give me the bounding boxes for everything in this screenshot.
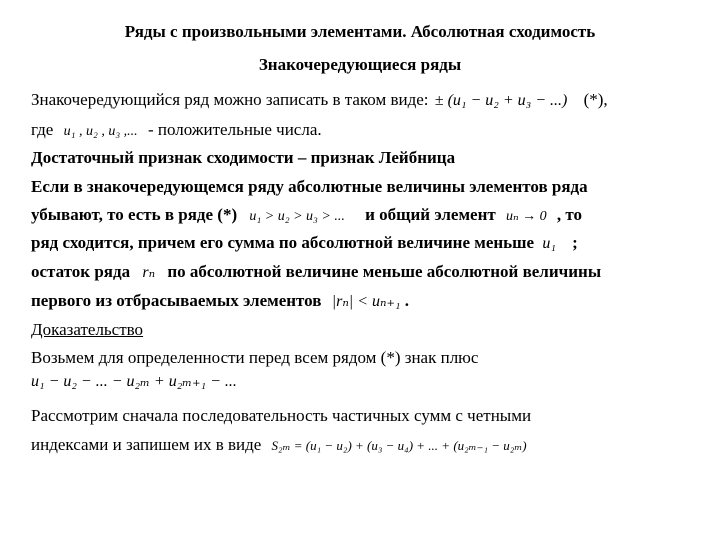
paragraph-text: по абсолютной величине меньше абсолютной величины: [167, 262, 602, 281]
positive-elements-formula: u₁ , u₂ , u₃ ,...: [63, 124, 138, 139]
paragraph-text: индексами и запишем их в виде: [31, 435, 262, 454]
paragraph-alternating-series: [31, 90, 608, 111]
paragraph-text: убывают, то есть в ряде (*): [31, 205, 238, 224]
proof-line-1: Возьмем для определенности перед всем рядом (*) знак плюс: [31, 348, 479, 367]
consider-line-1: Рассмотрим сначала последовательность частичных сумм с четными: [31, 406, 532, 425]
remainder-bound-formula: |rₙ| < uₙ₊₁: [331, 293, 401, 310]
paragraph-text: где: [31, 120, 54, 139]
leibniz-line-5: [31, 291, 409, 312]
series-form-formula: ± (u₁ − u₂ + u₃ − ...): [434, 92, 568, 109]
paragraph-text: первого из отбрасываемых элементов: [31, 291, 322, 310]
paragraph-text: и общий элемент: [365, 205, 496, 224]
decreasing-formula: u₁ > u₂ > u₃ > ...: [249, 209, 345, 224]
paragraph-text: , то: [556, 205, 583, 224]
title-line-1: Ряды с произвольными элементами. Абсолютная сходимость: [124, 22, 596, 41]
paragraph-text: ряд сходится, причем его сумма по абсолютной величине меньше: [31, 233, 535, 252]
leibniz-line-1: Если в знакочередующемся ряду абсолютные величины элементов ряда: [31, 177, 588, 196]
leibniz-line-3: [31, 233, 578, 254]
series-formula: u₁ − u₂ − ... − u₂ₘ + u₂ₘ₊₁ − ...: [31, 373, 237, 390]
first-element-formula: u₁: [542, 235, 556, 252]
leibniz-line-4: [31, 262, 601, 283]
leibniz-line-2: [31, 205, 582, 227]
leibniz-heading: Достаточный признак сходимости – признак Лейбница: [31, 148, 456, 167]
paragraph-text: .: [404, 291, 409, 310]
series-star-mark: (*),: [583, 90, 608, 109]
title-line-2: Знакочередующиеся ряды: [258, 55, 462, 74]
remainder-formula: rₙ: [142, 264, 156, 281]
paragraph-text: остаток ряда: [31, 262, 131, 281]
proof-heading: Доказательство: [31, 320, 144, 339]
paragraph-text: - положительные числа.: [147, 120, 322, 139]
paragraph-positive-numbers: [31, 120, 322, 142]
even-partial-sum-formula: S₂ₘ = (u₁ − u₂) + (u₃ − u₄) + ... + (u₂ₘ₋₁ − u₂ₘ): [271, 438, 527, 453]
paragraph-text: ;: [572, 233, 578, 252]
limit-formula: uₙ → 0: [505, 209, 547, 224]
consider-line-2: [31, 435, 527, 456]
paragraph-text: Знакочередующийся ряд можно записать в таком виде:: [31, 90, 429, 109]
